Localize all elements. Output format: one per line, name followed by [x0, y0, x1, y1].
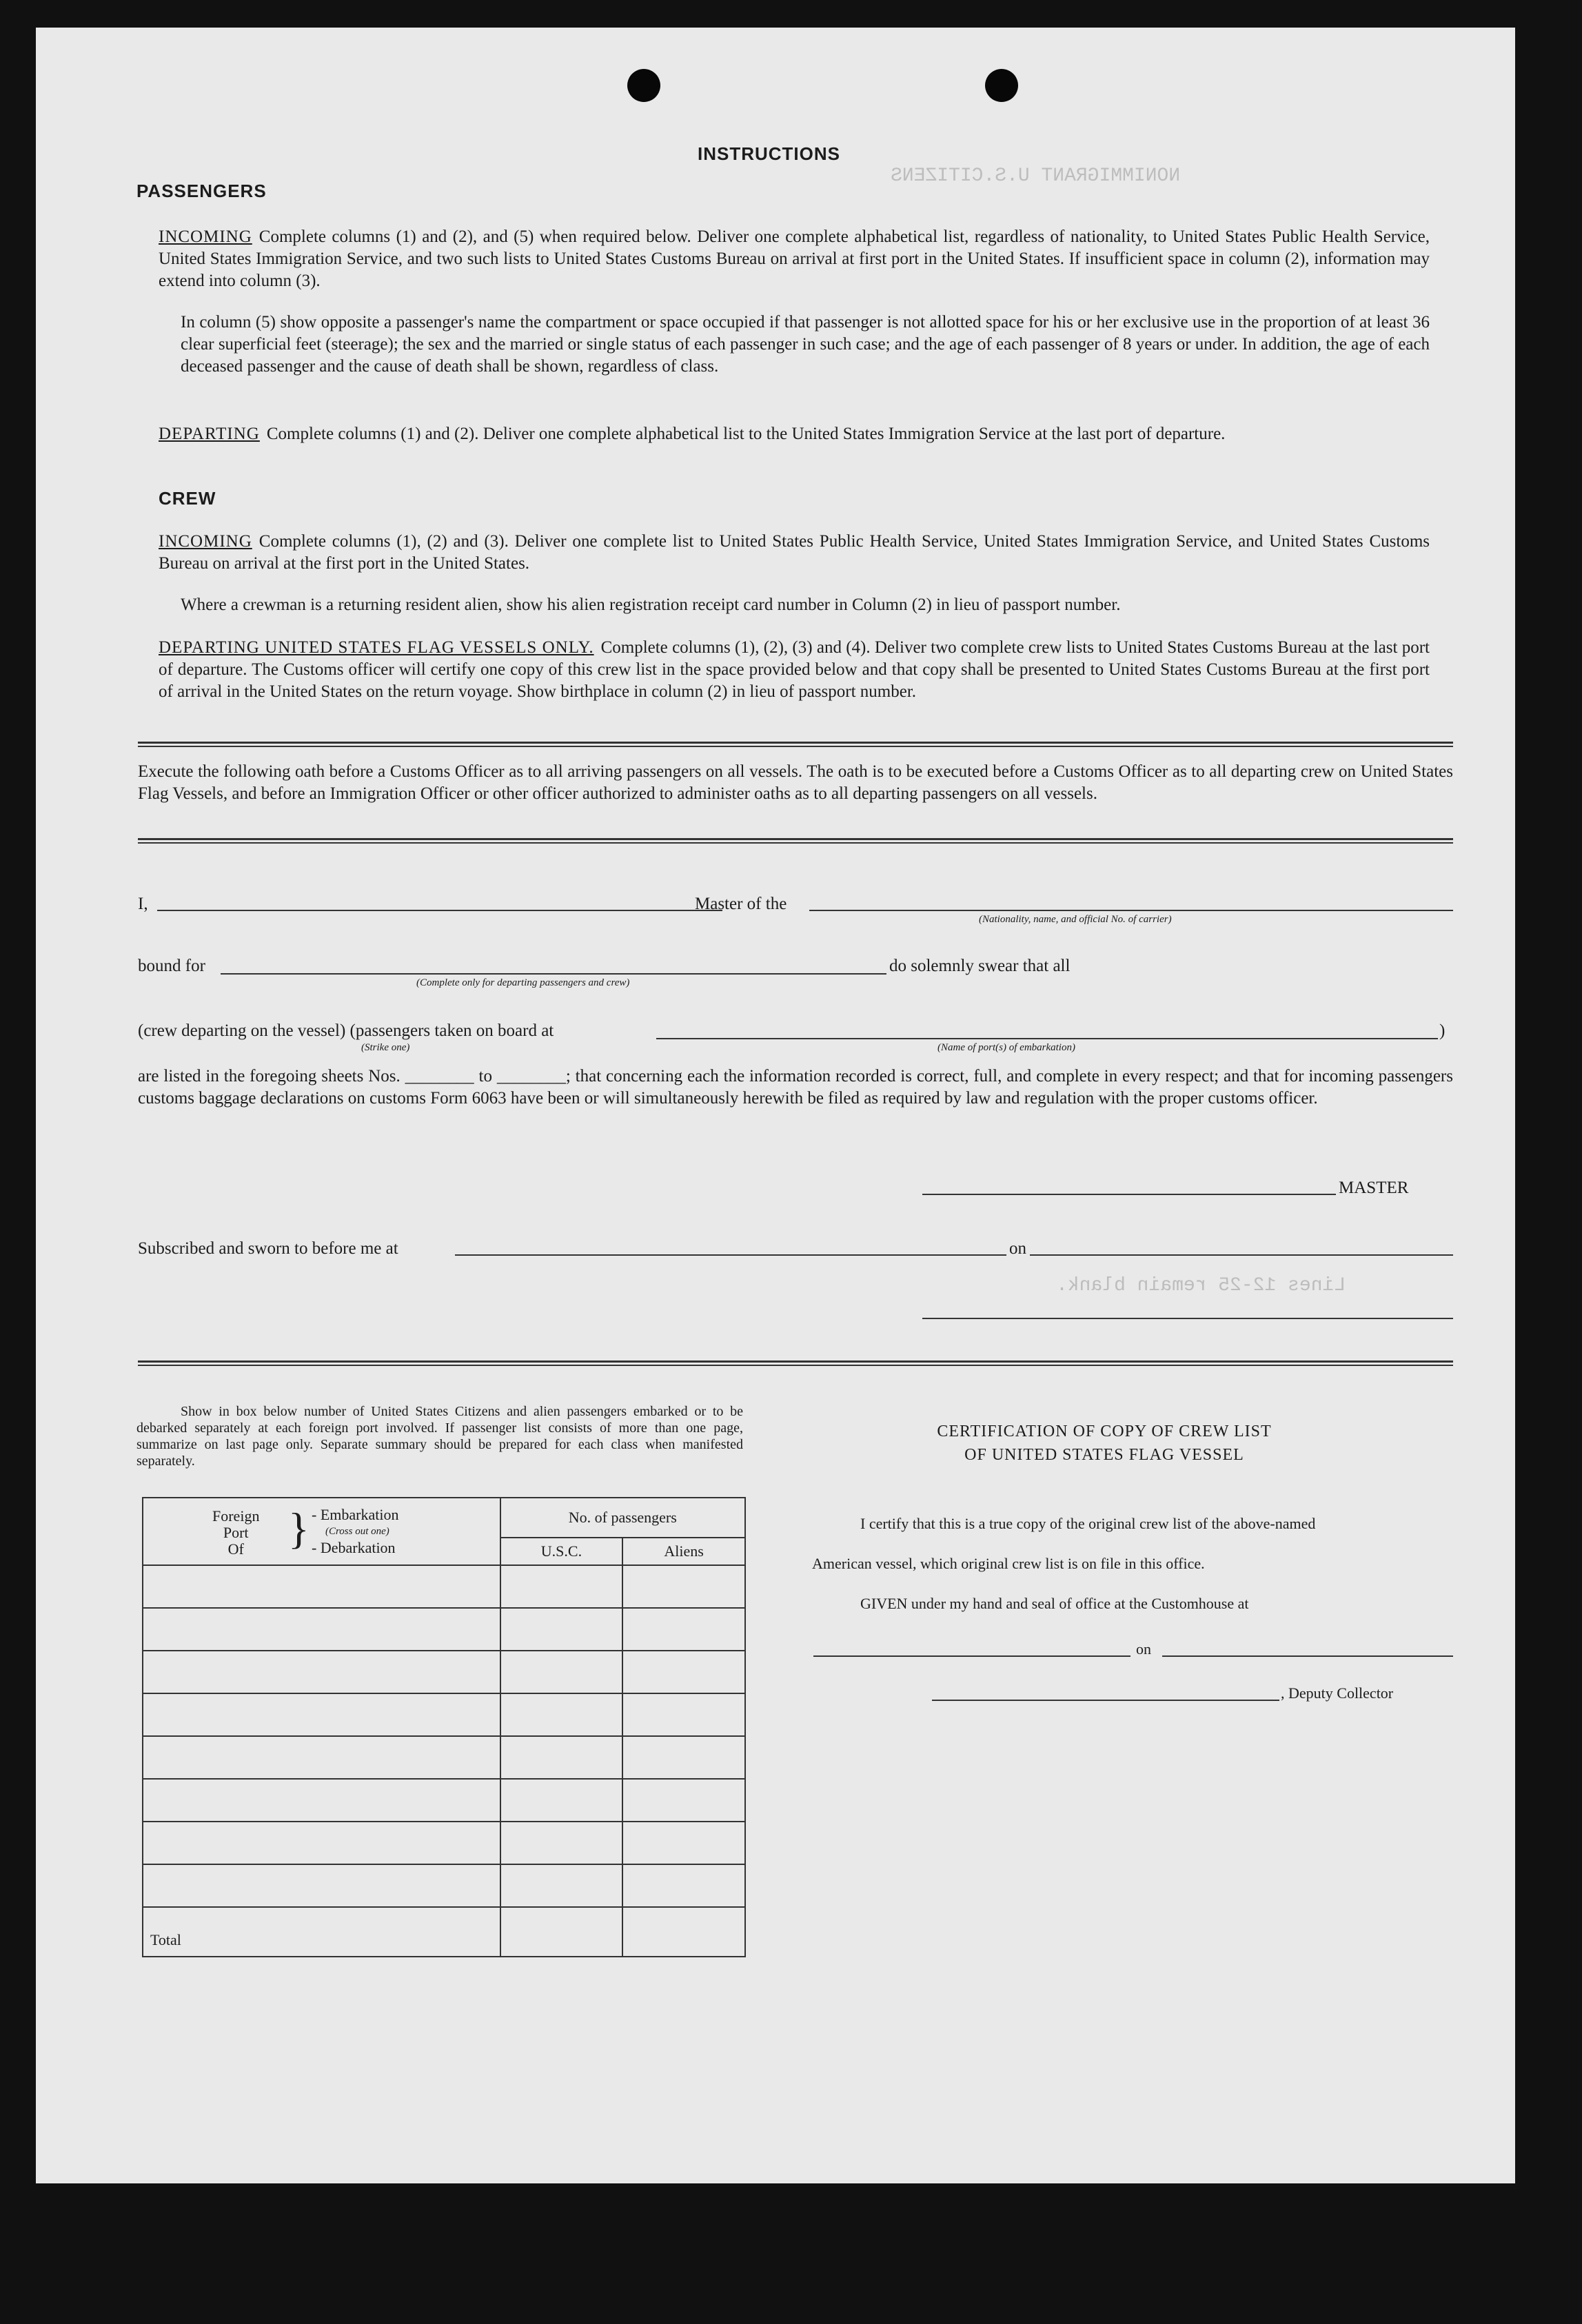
- table-row: [143, 1864, 745, 1907]
- summary-table: [142, 1497, 746, 1957]
- port-cell[interactable]: [143, 1651, 500, 1693]
- debarkation-label: - Debarkation: [312, 1539, 396, 1556]
- port-cell[interactable]: [143, 1565, 500, 1608]
- departing-label: DEPARTING: [159, 425, 260, 443]
- crew-departing-phrase: (crew departing on the vessel) (passengers taken on board at: [138, 1021, 554, 1040]
- of-label: Of: [227, 1540, 244, 1558]
- master-signature-line[interactable]: [922, 1194, 1336, 1195]
- sworn-on-label: on: [1009, 1239, 1026, 1258]
- aliens-header: Aliens: [622, 1538, 745, 1565]
- passengers-incoming: [159, 226, 1430, 292]
- master-of-label: Master of the: [695, 895, 787, 913]
- aliens-cell[interactable]: [622, 1822, 745, 1864]
- table-row: [143, 1736, 745, 1779]
- crew-departing: [159, 637, 1430, 703]
- divider-2: [138, 838, 1453, 844]
- total-usc-cell[interactable]: [500, 1907, 623, 1957]
- port-label: Port: [223, 1524, 249, 1541]
- cross-out-caption: (Cross out one): [325, 1526, 389, 1537]
- table-row: [143, 1651, 745, 1693]
- cert-on-label: on: [1136, 1640, 1151, 1658]
- aliens-cell[interactable]: [622, 1779, 745, 1822]
- usc-cell[interactable]: [500, 1651, 623, 1693]
- crew-incoming-text: Complete columns (1), (2) and (3). Deliver one complete list to United States Public Health Service, United States Immigration Service, and United States Customs Bureau on arrival at the first port in the United States.: [159, 532, 1430, 573]
- incoming-label: INCOMING: [159, 227, 252, 246]
- swear-label: do solemnly swear that all: [889, 957, 1071, 975]
- certify-statement: I certify that this is a true copy of the original crew list of the above-named: [860, 1515, 1316, 1532]
- bound-for-label: bound for: [138, 957, 205, 975]
- bound-for-line[interactable]: [221, 973, 886, 975]
- cert-date-line[interactable]: [1162, 1655, 1453, 1657]
- crew-heading: CREW: [159, 488, 216, 509]
- carrier-line[interactable]: [809, 910, 1453, 911]
- oath-i-label: I,: [138, 895, 148, 913]
- oath-intro: Execute the following oath before a Customs Officer as to all arriving passengers on all vessels. The oath is to be executed before a Customs Officer as to all departing crew on United States Flag Vessels, and before an Immigration Officer or other officer authorized to administer oaths as to all departing passengers on all vessels.: [138, 762, 1453, 803]
- usc-cell[interactable]: [500, 1608, 623, 1651]
- table-row: [143, 1822, 745, 1864]
- embarkation-port-line[interactable]: [656, 1038, 1438, 1039]
- passengers-departing: [159, 423, 1430, 445]
- brace-icon: }: [288, 1504, 310, 1553]
- embarkation-label: - Embarkation: [312, 1506, 399, 1523]
- customhouse-line[interactable]: [813, 1655, 1130, 1657]
- deputy-collector-label: , Deputy Collector: [1281, 1684, 1394, 1702]
- crew-departing-text: Complete columns (1), (2), (3) and (4). Deliver two complete crew lists to United States Customs Bureau at the last port of departure. The Customs officer will certify one copy of this crew list in the space provided below and that copy shall be presented to United States Customs Bureau at the first port of arrival in the United States on the return voyage. Show birthplace in column (2) in lieu of passport number.: [159, 638, 1430, 701]
- master-name-line[interactable]: [157, 910, 722, 911]
- listed-statement: are listed in the foregoing sheets Nos. ________ to ________; that concerning each the information recorded is correct, full, and complete in every respect; and that for incoming passengers customs baggage declarations on customs Form 6063 have been or will simultaneously herewith be filed as required by law and regulation with the proper customs officer.: [138, 1067, 1453, 1108]
- divider-3: [138, 1360, 1453, 1366]
- subscribed-label: Subscribed and sworn to before me at: [138, 1239, 398, 1258]
- punch-hole-left: [627, 69, 660, 102]
- table-row: [143, 1565, 745, 1608]
- american-vessel-statement: American vessel, which original crew list is on file in this office.: [812, 1555, 1205, 1572]
- port-cell[interactable]: [143, 1822, 500, 1864]
- aliens-cell[interactable]: [622, 1864, 745, 1907]
- bleed-through-note: Lines 12-25 remain blank.: [1056, 1275, 1346, 1296]
- crew-incoming: [159, 531, 1430, 575]
- document-page: [36, 28, 1515, 2183]
- table-row: [143, 1779, 745, 1822]
- table-row: [143, 1693, 745, 1736]
- instructions-title: INSTRUCTIONS: [698, 143, 840, 164]
- table-row: [143, 1608, 745, 1651]
- close-paren: ): [1439, 1021, 1446, 1040]
- crew-incoming-label: INCOMING: [159, 532, 252, 551]
- usc-cell[interactable]: [500, 1779, 623, 1822]
- crew-resident-note: Where a crewman is a returning resident alien, show his alien registration receipt card number in Column (2) in lieu of passport number.: [181, 595, 1121, 614]
- aliens-cell[interactable]: [622, 1651, 745, 1693]
- strike-one-caption: (Strike one): [361, 1042, 410, 1053]
- total-row: [143, 1907, 745, 1957]
- usc-cell[interactable]: [500, 1565, 623, 1608]
- no-passengers-header: No. of passengers: [500, 1498, 745, 1538]
- officer-signature-line[interactable]: [922, 1318, 1453, 1319]
- usc-cell[interactable]: [500, 1736, 623, 1779]
- total-aliens-cell[interactable]: [622, 1907, 745, 1957]
- summary-note: Show in box below number of United States Citizens and alien passengers embarked or to be debarked separately at each foreign port involved. If passenger list consists of more than one page, summarize on last page only. Separate summary should be prepared for each class when manifested separately.: [136, 1404, 743, 1469]
- sworn-date-line[interactable]: [1030, 1254, 1453, 1256]
- aliens-cell[interactable]: [622, 1565, 745, 1608]
- port-cell[interactable]: [143, 1736, 500, 1779]
- punch-hole-right: [985, 69, 1018, 102]
- usc-cell[interactable]: [500, 1864, 623, 1907]
- crew-departing-label: DEPARTING UNITED STATES FLAG VESSELS ONLY.: [159, 638, 594, 657]
- passengers-heading: PASSENGERS: [136, 181, 267, 201]
- cert-title-line2: OF UNITED STATES FLAG VESSEL: [964, 1446, 1244, 1464]
- divider-1: [138, 742, 1453, 747]
- aliens-cell[interactable]: [622, 1736, 745, 1779]
- aliens-cell[interactable]: [622, 1608, 745, 1651]
- passengers-column5: In column (5) show opposite a passenger's name the compartment or space occupied if that passenger is not allotted space for his or her exclusive use in the proportion of at least 36 clear superficial feet (steerage); the sex and the married or single status of each passenger in such case; and the age of each passenger of 8 years or under. In addition, the age of each deceased passenger and the cause of death shall be shown, regardless of class.: [181, 313, 1430, 376]
- departing-text: Complete columns (1) and (2). Deliver one complete alphabetical list to the United States Immigration Service at the last port of departure.: [266, 425, 1226, 443]
- bleed-through-heading: NONIMMIGRANT U.S.CITIZENS: [891, 165, 1181, 187]
- master-label: MASTER: [1339, 1179, 1409, 1197]
- sworn-place-line[interactable]: [455, 1254, 1006, 1256]
- port-cell[interactable]: [143, 1779, 500, 1822]
- incoming-text: Complete columns (1) and (2), and (5) when required below. Deliver one complete alphabetical list, regardless of nationality, to United States Public Health Service, United States Immigration Service, and two such lists to United States Customs Bureau on arrival at first port in the United States. If insufficient space in column (2), information may extend into column (3).: [159, 227, 1430, 290]
- usc-cell[interactable]: [500, 1822, 623, 1864]
- deputy-signature-line[interactable]: [932, 1700, 1279, 1701]
- total-label: Total: [143, 1907, 500, 1957]
- port-cell[interactable]: [143, 1864, 500, 1907]
- usc-cell[interactable]: [500, 1693, 623, 1736]
- carrier-caption: (Nationality, name, and official No. of carrier): [979, 914, 1172, 925]
- port-cell[interactable]: [143, 1693, 500, 1736]
- cert-title-line1: CERTIFICATION OF COPY OF CREW LIST: [937, 1423, 1272, 1440]
- given-statement: GIVEN under my hand and seal of office at the Customhouse at: [860, 1595, 1249, 1612]
- foreign-port-header: [143, 1498, 500, 1565]
- bound-for-caption: (Complete only for departing passengers and crew): [416, 977, 630, 988]
- aliens-cell[interactable]: [622, 1693, 745, 1736]
- port-caption: (Name of port(s) of embarkation): [937, 1042, 1075, 1053]
- port-cell[interactable]: [143, 1608, 500, 1651]
- foreign-label: Foreign: [212, 1507, 260, 1525]
- usc-header: U.S.C.: [500, 1538, 623, 1565]
- certification-title: [829, 1420, 1380, 1467]
